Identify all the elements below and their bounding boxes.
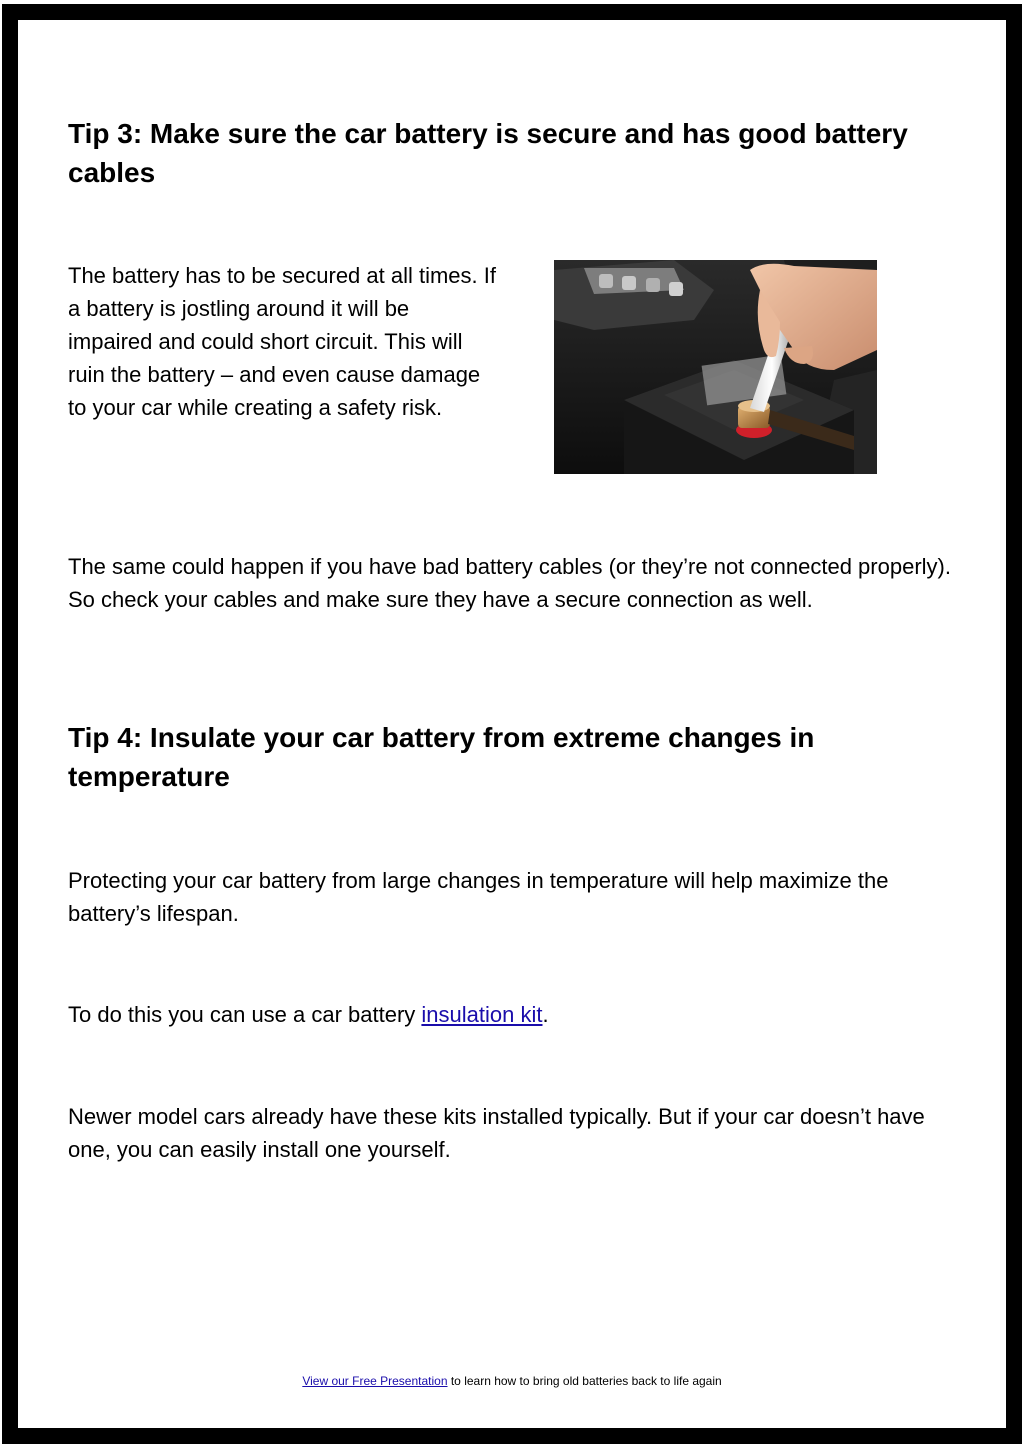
tip4-paragraph-2-end: .: [542, 1002, 549, 1027]
car-battery-photo: [554, 260, 877, 474]
tip3-heading: Tip 3: Make sure the car battery is secure and has good battery cables: [68, 118, 908, 188]
insulation-kit-link[interactable]: insulation kit: [421, 1002, 543, 1027]
car-battery-wrench-icon: [554, 260, 877, 474]
tip4-heading: Tip 4: Insulate your car battery from extreme changes in temperature: [68, 722, 815, 792]
tip4-paragraph-1: Protecting your car battery from large changes in temperature will help maximize the battery’s lifespan.: [68, 868, 889, 926]
free-presentation-link[interactable]: View our Free Presentation: [302, 1374, 448, 1388]
footer-text: to learn how to bring old batteries back to life again: [447, 1374, 722, 1388]
tip4-paragraph-2: [68, 998, 968, 1031]
tip3-paragraph-1: The battery has to be secured at all times. If a battery is jostling around it will be impaired and could short circuit. This will ruin the battery – and even cause damage to your car while creating a safety risk.: [68, 263, 496, 420]
tip4-paragraph-3: Newer model cars already have these kits installed typically. But if your car doesn’t have one, you can easily install one yourself.: [68, 1104, 925, 1162]
tip4-paragraph-2-text: To do this you can use a car battery: [68, 1002, 422, 1027]
tip3-paragraph-2: The same could happen if you have bad battery cables (or they’re not connected properly). So check your cables and make sure they have a secure connection as well.: [68, 554, 951, 612]
footer: [0, 1373, 1024, 1389]
